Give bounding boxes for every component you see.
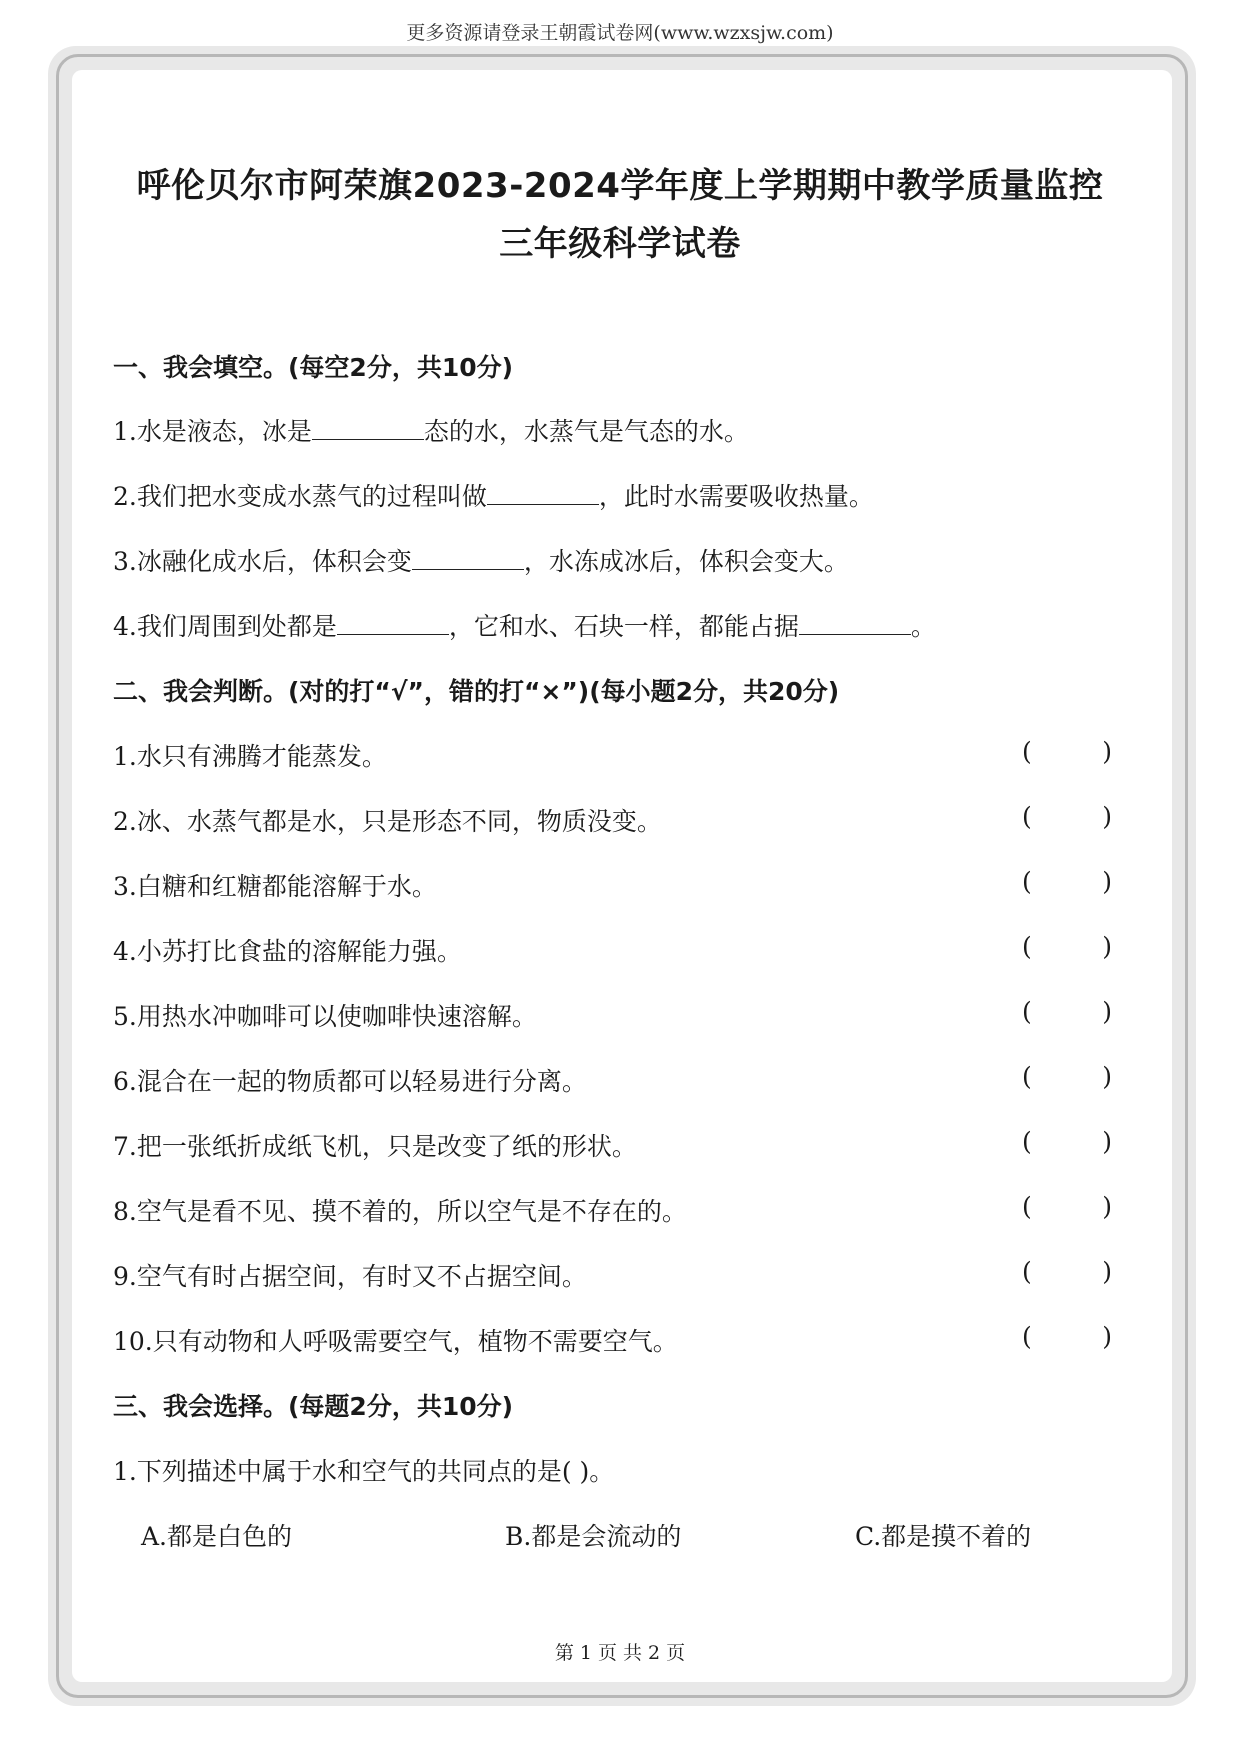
answer-parentheses: ( ): [1022, 1322, 1112, 1351]
judge-question-3: 3.白糖和红糖都能溶解于水。: [113, 872, 437, 901]
answer-parentheses: ( ): [1022, 932, 1112, 961]
judge-question-8: 8.空气是看不见、摸不着的，所以空气是不存在的。: [113, 1197, 687, 1226]
answer-parentheses: ( ): [1022, 802, 1112, 831]
section-choice-heading: 三、我会选择。(每题2分，共10分): [113, 1392, 514, 1421]
fill-question-3: 3.冰融化成水后，体积会变 ，水冻成冰后，体积会变大。: [113, 547, 849, 576]
fill-question-2: 2.我们把水变成水蒸气的过程叫做 ，此时水需要吸收热量。: [113, 482, 874, 511]
fill-question-4: 4.我们周围到处都是 ，它和水、石块一样，都能占据 。: [113, 612, 936, 641]
answer-parentheses: ( ): [1022, 997, 1112, 1026]
section-fill-heading: 一、我会填空。(每空2分，共10分): [113, 353, 514, 382]
answer-blank: [799, 614, 911, 635]
fill-question-1: 1.水是液态，冰是 态的水，水蒸气是气态的水。: [113, 417, 749, 446]
answer-parentheses: ( ): [1022, 867, 1112, 896]
answer-parentheses: ( ): [1022, 1257, 1112, 1286]
answer-parentheses: ( ): [1022, 1192, 1112, 1221]
judge-question-2: 2.冰、水蒸气都是水，只是形态不同，物质没变。: [113, 807, 662, 836]
answer-blank: [312, 419, 424, 440]
judge-question-4: 4.小苏打比食盐的溶解能力强。: [113, 937, 462, 966]
judge-question-5: 5.用热水冲咖啡可以使咖啡快速溶解。: [113, 1002, 537, 1031]
answer-blank: [412, 549, 524, 570]
choice-question-1: 1.下列描述中属于水和空气的共同点的是( )。: [113, 1457, 615, 1486]
exam-title-line1: 呼伦贝尔市阿荣旗2023-2024学年度上学期期中教学质量监控: [136, 166, 1104, 206]
answer-blank: [487, 484, 599, 505]
section-judge-heading: 二、我会判断。(对的打“√”，错的打“×”)(每小题2分，共20分): [113, 677, 840, 706]
judge-question-1: 1.水只有沸腾才能蒸发。: [113, 742, 387, 771]
answer-parentheses: ( ): [1022, 737, 1112, 766]
answer-parentheses: ( ): [1022, 1062, 1112, 1091]
judge-question-9: 9.空气有时占据空间，有时又不占据空间。: [113, 1262, 587, 1291]
judge-question-10: 10.只有动物和人呼吸需要空气，植物不需要空气。: [113, 1327, 678, 1356]
answer-parentheses: ( ): [1022, 1127, 1112, 1156]
choice-option-b: B.都是会流动的: [505, 1522, 682, 1551]
answer-blank: [337, 614, 449, 635]
choice-option-c: C.都是摸不着的: [855, 1522, 1032, 1551]
page-number: 第 1 页 共 2 页: [554, 1642, 686, 1664]
judge-question-7: 7.把一张纸折成纸飞机，只是改变了纸的形状。: [113, 1132, 637, 1161]
choice-option-a: A.都是白色的: [141, 1522, 293, 1551]
exam-title-line2: 三年级科学试卷: [499, 224, 741, 264]
page-header: 更多资源请登录王朝霞试卷网(www.wzxsjw.com): [406, 22, 834, 44]
judge-question-6: 6.混合在一起的物质都可以轻易进行分离。: [113, 1067, 587, 1096]
